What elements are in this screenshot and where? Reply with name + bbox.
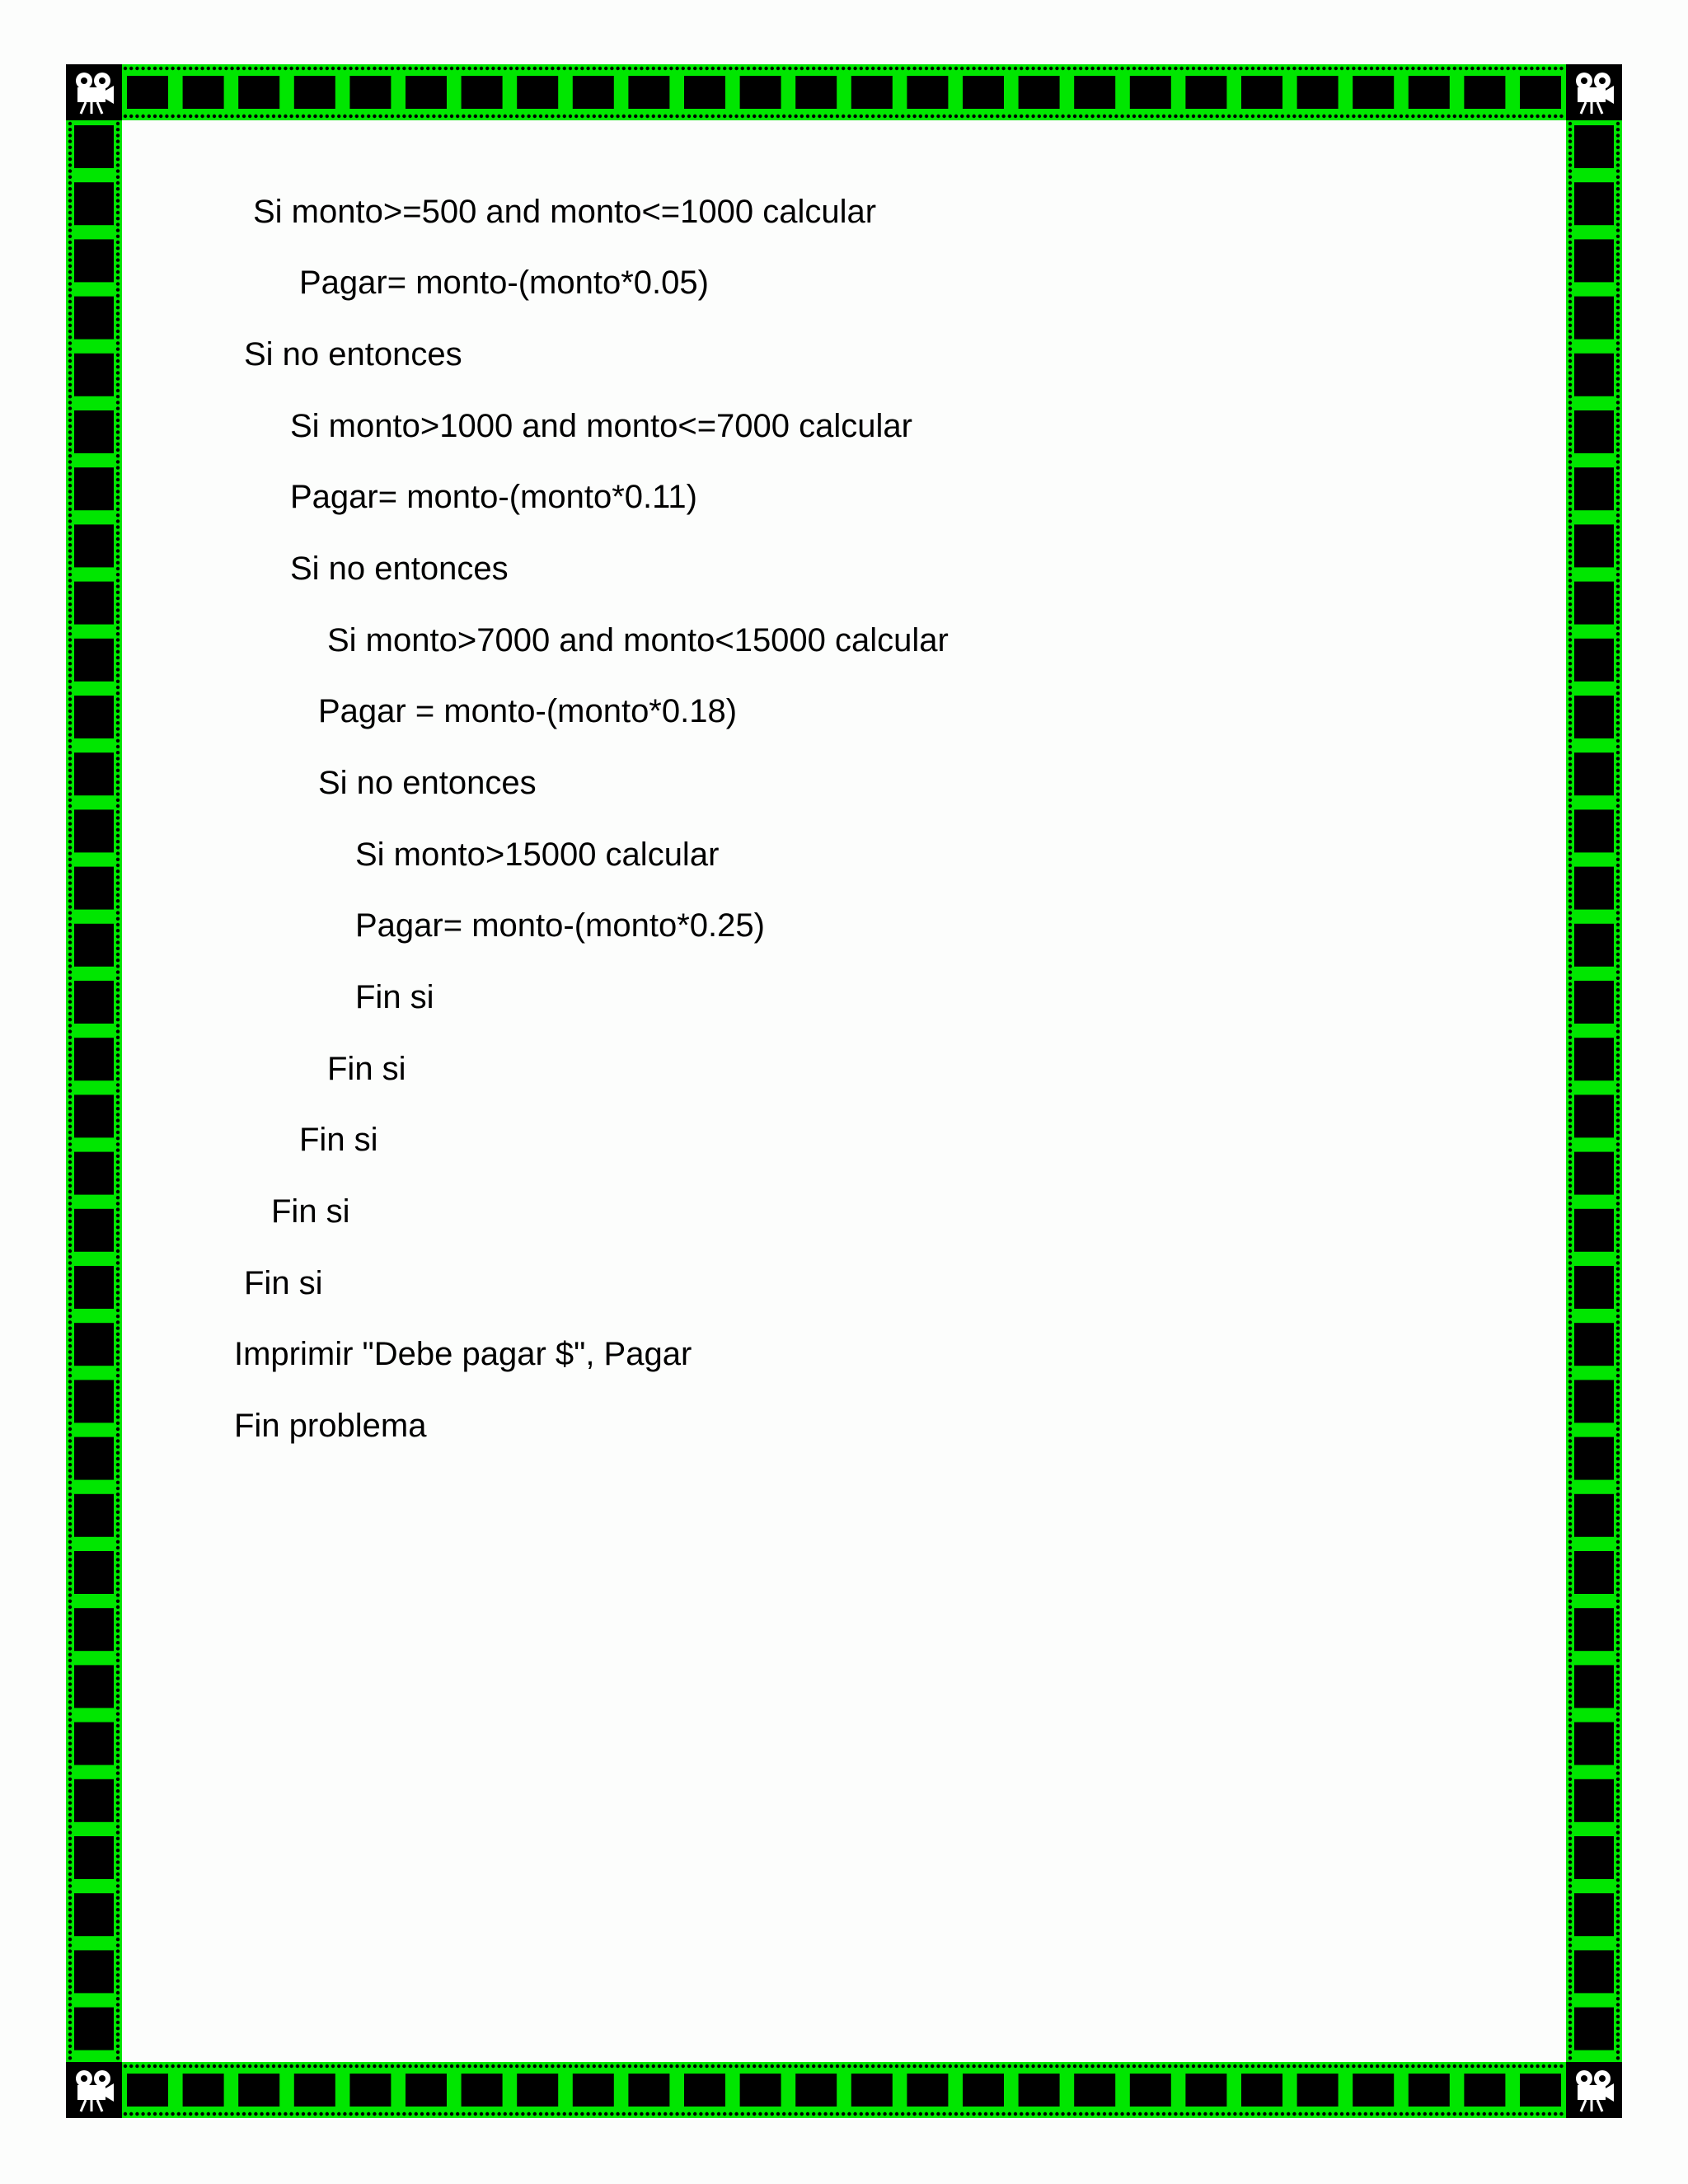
code-line: Si no entonces: [290, 551, 509, 587]
code-line: Si monto>7000 and monto<15000 calcular: [327, 622, 949, 658]
movie-camera-icon: [1566, 2062, 1622, 2118]
code-line: Pagar= monto-(monto*0.11): [290, 479, 697, 515]
code-line: Fin si: [355, 979, 434, 1015]
movie-camera-icon: [66, 64, 122, 120]
movie-camera-icon: [66, 2062, 122, 2118]
code-line: Si monto>=500 and monto<=1000 calcular: [253, 194, 877, 230]
code-line: Pagar = monto-(monto*0.18): [318, 693, 738, 729]
code-line: Pagar= monto-(monto*0.05): [299, 265, 709, 301]
code-line: Si monto>15000 calcular: [355, 837, 720, 873]
pseudocode-body: [124, 122, 1525, 2018]
code-line: Fin si: [299, 1122, 378, 1158]
code-line: Fin si: [327, 1051, 406, 1087]
code-line: Si no entonces: [244, 336, 462, 373]
code-line: Imprimir "Debe pagar $", Pagar: [234, 1336, 692, 1372]
code-line: Si no entonces: [318, 765, 537, 801]
code-line: Pagar= monto-(monto*0.25): [355, 907, 765, 944]
code-line: Fin si: [271, 1193, 350, 1230]
code-line: Si monto>1000 and monto<=7000 calcular: [290, 408, 912, 444]
movie-camera-icon: [1566, 64, 1622, 120]
code-line: Fin problema: [234, 1408, 427, 1444]
code-line: Fin si: [244, 1265, 323, 1301]
